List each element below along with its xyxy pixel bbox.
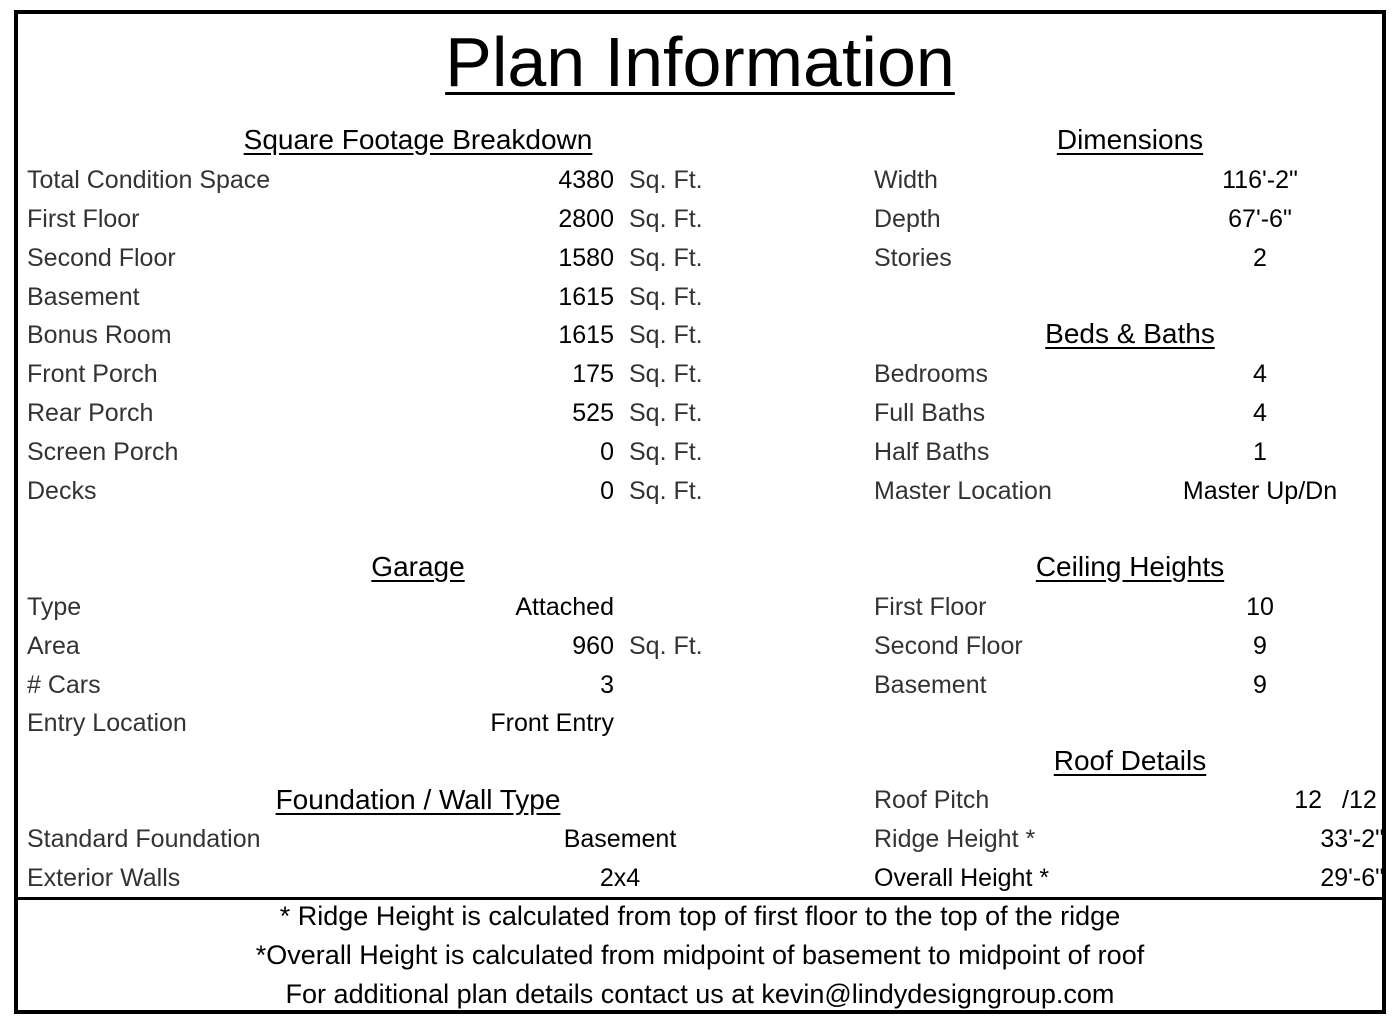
beds-label-half-baths: Half Baths [874, 438, 990, 466]
roof-label-pitch: Roof Pitch [874, 786, 990, 814]
garage-label-entry: Entry Location [27, 709, 187, 737]
garage-label-type: Type [27, 593, 82, 621]
garage-label-area: Area [27, 632, 80, 660]
sqft-label-second-floor: Second Floor [27, 244, 176, 272]
dimensions-value-width: 116'-2" [1222, 166, 1298, 194]
garage-value-cars: 3 [600, 671, 614, 699]
dimensions-heading: Dimensions [1056, 124, 1204, 155]
sqft-value-second-floor: 1580 [558, 244, 614, 272]
ceiling-heading: Ceiling Heights [1035, 551, 1225, 582]
sqft-unit: Sq. Ft. [629, 360, 703, 388]
sqft-value-front-porch: 175 [572, 360, 614, 388]
garage-value-area: 960 [572, 632, 614, 660]
sqft-unit: Sq. Ft. [629, 477, 703, 505]
sqft-label-screen-porch: Screen Porch [27, 438, 179, 466]
roof-pitch-suffix: /12 [1342, 786, 1377, 814]
beds-label-full-baths: Full Baths [874, 399, 986, 427]
ceiling-label-first-floor: First Floor [874, 593, 987, 621]
dimensions-value-depth: 67'-6" [1228, 205, 1292, 233]
sqft-label-rear-porch: Rear Porch [27, 399, 154, 427]
sqft-unit: Sq. Ft. [629, 321, 703, 349]
sqft-label-bonus-room: Bonus Room [27, 321, 172, 349]
garage-value-type: Attached [515, 593, 614, 621]
sqft-label-basement: Basement [27, 283, 140, 311]
footnote-contact: For additional plan details contact us at kevin@lindydesigngroup.com [285, 979, 1115, 1009]
sqft-unit: Sq. Ft. [629, 438, 703, 466]
dimensions-label-stories: Stories [874, 244, 952, 272]
sqft-value-decks: 0 [600, 477, 614, 505]
ceiling-value-first-floor: 10 [1246, 593, 1274, 621]
garage-value-entry: Front Entry [490, 709, 614, 737]
foundation-label-walls: Exterior Walls [27, 864, 181, 892]
roof-value-pitch: 12 [1294, 786, 1322, 814]
beds-value-bedrooms: 4 [1253, 360, 1267, 388]
beds-value-master: Master Up/Dn [1182, 477, 1338, 505]
beds-label-master: Master Location [874, 477, 1052, 505]
garage-area-unit: Sq. Ft. [629, 632, 703, 660]
sqft-value-rear-porch: 525 [572, 399, 614, 427]
beds-value-half-baths: 1 [1253, 438, 1267, 466]
foundation-value-standard: Basement [563, 825, 677, 853]
sqft-unit: Sq. Ft. [629, 205, 703, 233]
dimensions-label-width: Width [874, 166, 938, 194]
foundation-heading: Foundation / Wall Type [275, 784, 561, 815]
sqft-label-first-floor: First Floor [27, 205, 140, 233]
sqft-label-total: Total Condition Space [27, 166, 271, 194]
beds-label-bedrooms: Bedrooms [874, 360, 988, 388]
sqft-unit: Sq. Ft. [629, 283, 703, 311]
sqft-label-decks: Decks [27, 477, 97, 505]
garage-heading: Garage [371, 551, 465, 582]
roof-label-ridge: Ridge Height * [874, 825, 1036, 853]
dimensions-value-stories: 2 [1253, 244, 1267, 272]
roof-value-overall: 29'-6" [1320, 864, 1384, 892]
dimensions-label-depth: Depth [874, 205, 941, 233]
roof-value-ridge: 33'-2" [1320, 825, 1384, 853]
garage-label-cars: # Cars [27, 671, 101, 699]
sqft-value-first-floor: 2800 [558, 205, 614, 233]
page-title: Plan Information [445, 23, 955, 101]
beds-value-full-baths: 4 [1253, 399, 1267, 427]
footnote-overall-height: *Overall Height is calculated from midpoint of basement to midpoint of roof [255, 940, 1145, 970]
ceiling-label-second-floor: Second Floor [874, 632, 1023, 660]
sqft-unit: Sq. Ft. [629, 166, 703, 194]
ceiling-value-basement: 9 [1253, 671, 1267, 699]
sqft-unit: Sq. Ft. [629, 399, 703, 427]
sqft-label-front-porch: Front Porch [27, 360, 158, 388]
foundation-label-standard: Standard Foundation [27, 825, 261, 853]
sqft-value-total: 4380 [558, 166, 614, 194]
footnote-ridge-height: * Ridge Height is calculated from top of first floor to the top of the ridge [279, 901, 1121, 931]
sqft-heading: Square Footage Breakdown [243, 124, 593, 155]
roof-label-overall: Overall Height * [874, 864, 1050, 892]
foundation-value-walls: 2x4 [599, 864, 641, 892]
beds-baths-heading: Beds & Baths [1045, 318, 1215, 349]
sqft-value-basement: 1615 [558, 283, 614, 311]
sqft-value-bonus-room: 1615 [558, 321, 614, 349]
sqft-unit: Sq. Ft. [629, 244, 703, 272]
sqft-value-screen-porch: 0 [600, 438, 614, 466]
ceiling-label-basement: Basement [874, 671, 987, 699]
ceiling-value-second-floor: 9 [1253, 632, 1267, 660]
roof-heading: Roof Details [1053, 745, 1207, 776]
